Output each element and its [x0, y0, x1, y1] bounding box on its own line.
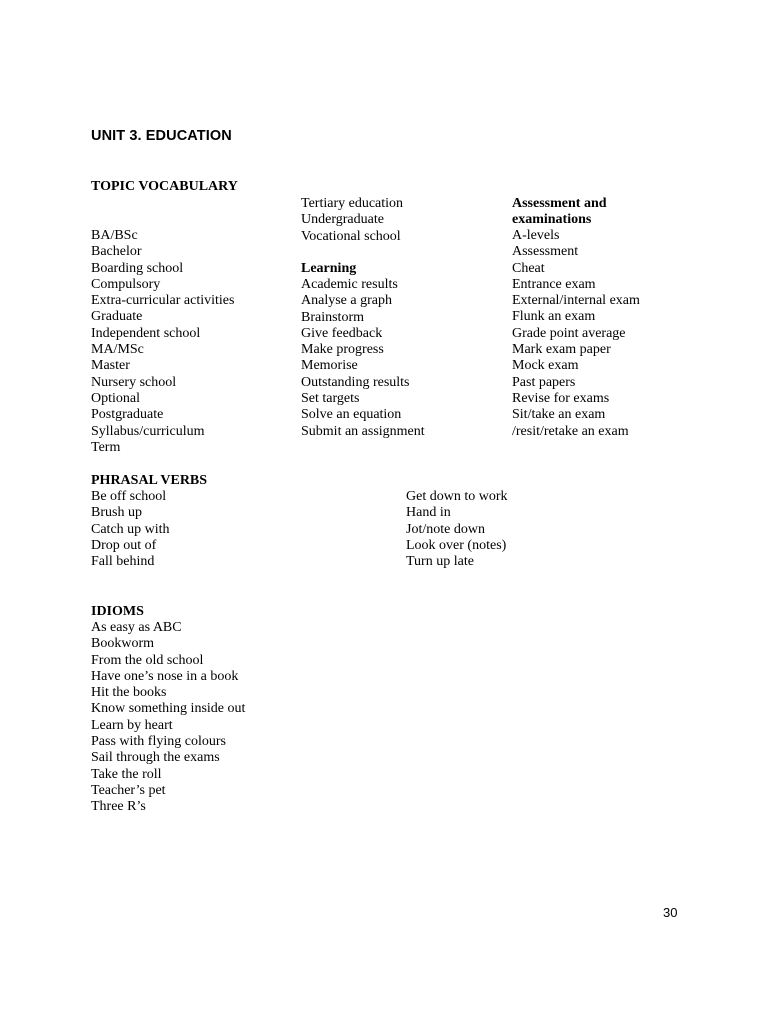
- list-item: Fall behind: [91, 554, 155, 570]
- list-item: Brainstorm: [301, 309, 364, 325]
- list-item: A-levels: [512, 228, 560, 243]
- list-item: Sail through the exams: [91, 750, 220, 766]
- list-item: From the old school: [91, 652, 204, 668]
- list-item: Entrance exam: [512, 276, 596, 292]
- idioms-list: [91, 620, 245, 816]
- phrasal-verbs-column2: [406, 489, 508, 570]
- list-item: Learn by heart: [91, 717, 173, 733]
- assessment-list: [512, 228, 640, 440]
- list-item: Syllabus/curriculum: [91, 423, 205, 439]
- list-item: Jot/note down: [406, 521, 485, 537]
- learning-heading: Learning: [301, 261, 357, 276]
- list-item: Pass with flying colours: [91, 734, 226, 750]
- unit-title: UNIT 3. EDUCATION: [91, 128, 232, 144]
- phrasal-verbs-column1: [91, 489, 170, 570]
- list-item: External/internal exam: [512, 293, 640, 309]
- list-item: Three R’s: [91, 799, 146, 815]
- list-item: Memorise: [301, 358, 358, 374]
- list-item: Independent school: [91, 325, 201, 341]
- list-item: Past papers: [512, 374, 576, 390]
- list-item: Teacher’s pet: [91, 782, 166, 798]
- list-item: Assessment: [512, 244, 579, 260]
- phrasal-verbs-heading: PHRASAL VERBS: [91, 473, 208, 488]
- list-item: Mark exam paper: [512, 342, 611, 358]
- list-item: Hand in: [406, 505, 451, 521]
- list-item: Grade point average: [512, 325, 626, 341]
- list-item: Bookworm: [91, 636, 154, 652]
- list-item: Sit/take an exam: [512, 407, 606, 423]
- list-item: Take the roll: [91, 766, 162, 782]
- list-item: Look over (notes): [406, 537, 507, 553]
- page-number: 30: [663, 905, 678, 920]
- list-item: Nursery school: [91, 374, 177, 390]
- list-item: Flunk an exam: [512, 309, 596, 325]
- list-item: Outstanding results: [301, 374, 410, 390]
- list-item: Drop out of: [91, 537, 157, 553]
- list-item: Mock exam: [512, 358, 579, 374]
- list-item: Solve an equation: [301, 407, 402, 423]
- list-item: Graduate: [91, 309, 143, 325]
- list-item: Hit the books: [91, 685, 167, 701]
- list-item: Make progress: [301, 342, 384, 358]
- learning-list: [301, 277, 425, 440]
- list-item: Know something inside out: [91, 701, 246, 717]
- topic-vocabulary-heading: TOPIC VOCABULARY: [91, 179, 238, 194]
- list-item: BA/BSc: [91, 228, 138, 243]
- list-item: MA/MSc: [91, 342, 144, 358]
- assessment-heading-line2: examinations: [512, 212, 592, 227]
- list-item: Submit an assignment: [301, 423, 425, 439]
- list-item: Bachelor: [91, 244, 142, 260]
- idioms-heading: IDIOMS: [91, 604, 144, 619]
- list-item: Revise for exams: [512, 390, 610, 406]
- list-item: Get down to work: [406, 489, 508, 504]
- list-item: Give feedback: [301, 325, 383, 341]
- list-item: Catch up with: [91, 521, 170, 537]
- list-item: Vocational school: [301, 228, 401, 244]
- list-item: Extra-curricular activities: [91, 293, 235, 309]
- list-item: Set targets: [301, 391, 360, 407]
- list-item: Analyse a graph: [301, 293, 392, 309]
- list-item: As easy as ABC: [91, 620, 182, 635]
- list-item: /resit/retake an exam: [512, 423, 629, 439]
- assessment-heading-line1: Assessment and: [512, 196, 607, 211]
- list-item: Turn up late: [406, 554, 474, 570]
- list-item: Master: [91, 358, 130, 374]
- topic-vocabulary-column2: [301, 196, 403, 245]
- list-item: Boarding school: [91, 260, 184, 276]
- list-item: Postgraduate: [91, 407, 164, 423]
- list-item: Academic results: [301, 277, 398, 292]
- list-item: Compulsory: [91, 276, 161, 292]
- list-item: Be off school: [91, 489, 167, 504]
- list-item: Cheat: [512, 260, 545, 276]
- topic-vocabulary-column1: [91, 228, 234, 456]
- list-item: Have one’s nose in a book: [91, 668, 239, 684]
- list-item: Term: [91, 439, 121, 455]
- list-item: Undergraduate: [301, 212, 384, 228]
- list-item: Brush up: [91, 505, 142, 521]
- list-item: Optional: [91, 390, 140, 406]
- list-item: Tertiary education: [301, 196, 404, 211]
